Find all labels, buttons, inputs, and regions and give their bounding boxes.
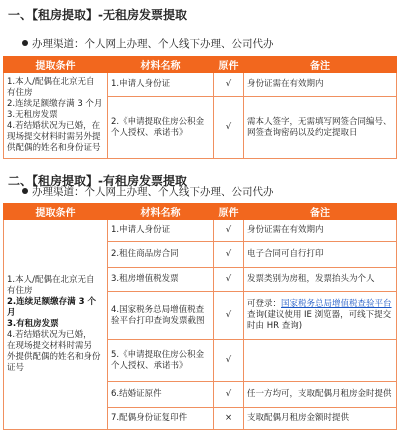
material-cell: 3.租房增值税发票 [108, 268, 214, 292]
original-cell: √ [214, 97, 244, 159]
original-cell: √ [214, 73, 244, 97]
bullet-icon [22, 188, 28, 194]
material-cell: 7.配偶身份证复印件 [108, 408, 214, 430]
header-original: 原件 [214, 57, 244, 73]
material-cell: 5.《申请提取住房公积金个人授权、承诺书》 [108, 340, 214, 382]
note-prefix: 可登录： [247, 299, 282, 309]
original-cell: √ [214, 382, 244, 408]
condition-line: 在现场提交材料时需另 [7, 341, 93, 351]
condition-line: 外提供配偶的姓名和身份 [7, 352, 101, 362]
condition-line: 4.若结婚状况为已婚，在 [7, 121, 101, 131]
material-cell: 2.租住商品房合同 [108, 242, 214, 268]
table-row [4, 73, 397, 97]
header-note: 备注 [244, 204, 397, 220]
original-cell: √ [214, 242, 244, 268]
section2-channel-text: 办理渠道：个人网上办理、个人线下办理、公司代办 [32, 186, 274, 198]
header-material: 材料名称 [108, 57, 214, 73]
condition-line: 4.若结婚状况为已婚， [7, 330, 92, 340]
note-cell: 任一方均可，支取配偶月租房金时提供 [244, 382, 397, 408]
condition-line: 2.连续足额缴存满 3 个月 [7, 99, 103, 109]
condition-line: 2.连续足额缴存满 3 个月 [7, 297, 96, 318]
section2-title: 二、【租房提取】-有租房发票提取 [8, 174, 187, 188]
condition-line: 现场提交材料时需另外提 [7, 132, 101, 142]
header-material: 材料名称 [108, 204, 214, 220]
condition-line: 有住房 [7, 286, 33, 296]
condition-line: 1.本人/配偶在北京无自 [7, 77, 95, 87]
note-cell: 身份证需在有效期内 [244, 220, 397, 242]
material-cell: 6.结婚证原件 [108, 382, 214, 408]
header-note: 备注 [244, 57, 397, 73]
condition-cell [4, 73, 108, 159]
condition-line: 供配偶的姓名和身份证号 [7, 143, 101, 153]
note-cell [244, 340, 397, 382]
section2-channel [22, 184, 274, 199]
condition-line: 有住房 [7, 88, 33, 98]
original-cell: √ [214, 220, 244, 242]
table-header-row [4, 204, 397, 220]
condition-line: 证号 [7, 363, 25, 373]
header-condition: 提取条件 [4, 204, 108, 220]
table-row [4, 220, 397, 242]
material-cell: 1.申请人身份证 [108, 73, 214, 97]
original-cell: × [214, 408, 244, 430]
original-cell: √ [214, 292, 244, 340]
note-cell: 支取配偶月租房金额时提供 [244, 408, 397, 430]
section2-table [3, 203, 397, 430]
note-cell: 发票类别为房租，发票抬头为个人 [244, 268, 397, 292]
note-cell: 电子合同可自行打印 [244, 242, 397, 268]
material-cell: 1.申请人身份证 [108, 220, 214, 242]
original-cell: √ [214, 268, 244, 292]
tax-verification-link[interactable]: 国家税务总局增值税查验平台 [281, 299, 392, 309]
original-cell: √ [214, 340, 244, 382]
section1-title: 一、【租房提取】-无租房发票提取 [8, 8, 187, 22]
condition-line: 3.无租房发票 [7, 110, 58, 120]
material-cell: 2.《申请提取住房公积金个人授权、承诺书》 [108, 97, 214, 159]
section1-channel-text: 办理渠道：个人网上办理、个人线下办理、公司代办 [32, 38, 274, 50]
header-original: 原件 [214, 204, 244, 220]
header-condition: 提取条件 [4, 57, 108, 73]
condition-line: 1.本人/配偶在北京无自 [7, 275, 95, 285]
note-cell: 身份证需在有效期内 [244, 73, 397, 97]
condition-line: 3.有租房发票 [7, 319, 59, 329]
section1-table [3, 56, 397, 159]
note-suffix: 查询(建议使用 IE 浏览器，可线下提交时由 HR 查询) [247, 310, 392, 331]
material-cell: 4.国家税务总局增值税查验平台打印查询发票截图 [108, 292, 214, 340]
condition-cell [4, 220, 108, 430]
note-cell [244, 292, 397, 340]
table-header-row [4, 57, 397, 73]
bullet-icon [22, 40, 28, 46]
section1-channel [22, 36, 274, 51]
note-cell: 需本人签字，无需填写网签合同编号、网签查询密码以及约定提取日 [244, 97, 397, 159]
